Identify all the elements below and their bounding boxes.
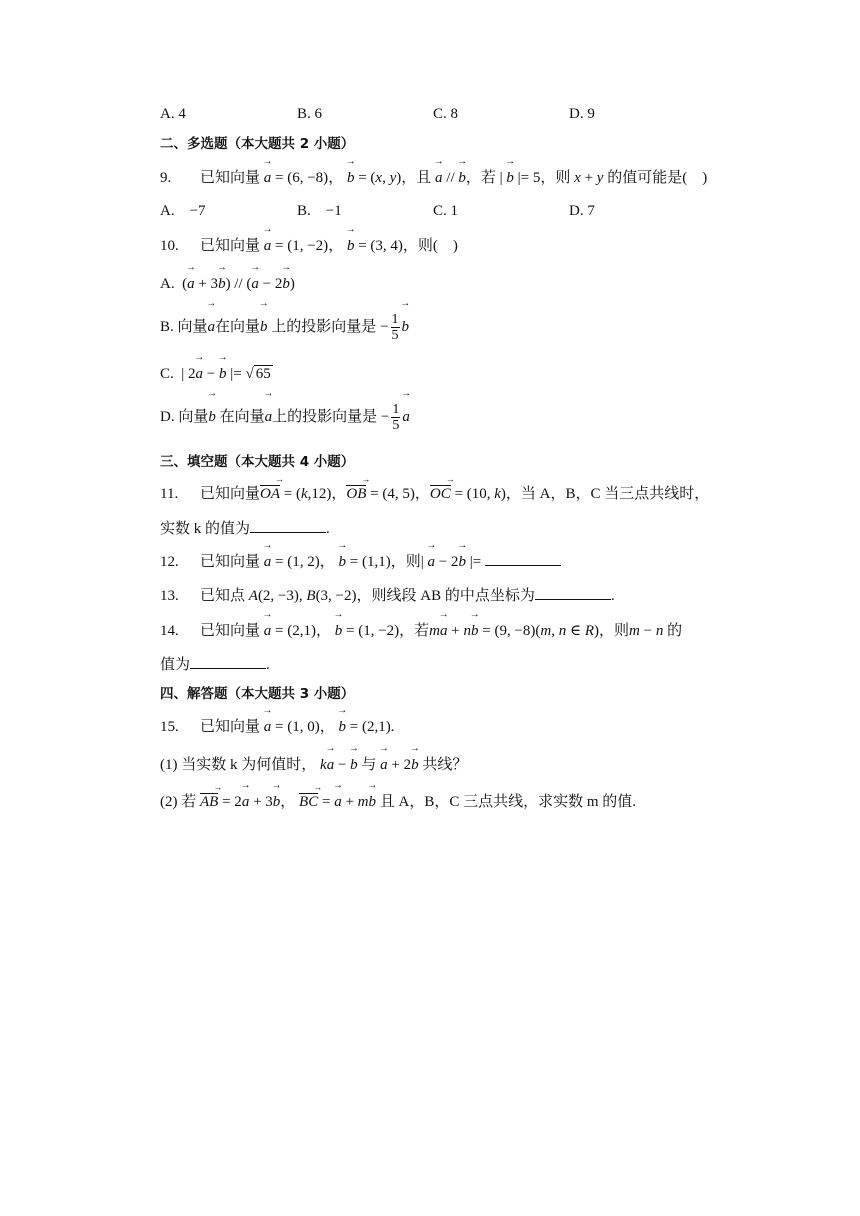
q15-text: ，: [319, 719, 335, 735]
q8-option-d: D. 9: [569, 106, 595, 122]
q15-text: 已知向量: [200, 719, 261, 735]
question-number: 11.: [160, 486, 179, 502]
section-heading-fill-in: 三、填空题（本大题共 4 小题）: [160, 454, 355, 470]
q13-text: ，则线段 AB 的中点坐标为: [356, 588, 535, 604]
q11-text: ，: [331, 486, 347, 502]
q10-text: 上的投影向量是: [271, 319, 377, 335]
part-label: (1): [160, 757, 178, 773]
question-11-cont: [160, 518, 330, 539]
option-label: D.: [160, 409, 175, 425]
option-label: B.: [160, 319, 174, 335]
q15-text: 若: [181, 794, 197, 810]
q10-option-c: C. | 2→ a − → b |= √ 65: [160, 364, 273, 384]
q10-text: 已知向量: [200, 238, 261, 254]
q10-text: 在向量: [219, 409, 265, 425]
question-15-part-1: (1) 当实数 k 为何值时， k→ a − → b 与 → a + 2→ b 共线？: [160, 755, 467, 775]
question-number: 14.: [160, 623, 179, 639]
question-10: 10. 已知向量 → a = (1, −2)， → b = (3, 4)，则( ): [160, 236, 458, 256]
q10-option-b: B. 向量→ a在向量→ b 上的投影向量是 − $\frac{1}{5}$ → b: [160, 310, 409, 344]
q9-text: ，且: [401, 170, 432, 186]
section-heading-multiple-choice: 二、多选题（本大题共 2 小题）: [160, 136, 355, 152]
q12-text: 已知向量: [200, 554, 261, 570]
q13-text: .: [610, 588, 615, 604]
q11-text: 已知向量: [200, 486, 261, 502]
q9-option-d: D. 7: [569, 203, 595, 219]
sqrt-radicand: 65: [255, 366, 271, 382]
q10-text: 向量: [177, 319, 208, 335]
q8-option-a: A. 4: [160, 106, 186, 122]
question-9: 9. 已知向量 → a = (6, −8)， → b = (x, y)，且 → a // → b，若 | → b |= 5，则 x + y 的值可能是( ): [160, 168, 707, 188]
q11-text: ，: [414, 486, 430, 502]
fraction: $\frac{1}{5}$: [392, 402, 400, 434]
q15-text: 共线？: [422, 757, 468, 773]
answer-blank[interactable]: [535, 585, 611, 600]
question-number: 12.: [160, 554, 179, 570]
question-number: 10.: [160, 238, 179, 254]
q14-text: 的: [667, 623, 683, 639]
question-11: 11. 已知向量OA → = (k,12)，OB → = (4, 5)，OC → = (10, k)，当 A，B，C 当三点共线时，: [160, 484, 709, 504]
answer-blank[interactable]: [250, 518, 326, 533]
q9-text: 已知向量: [200, 170, 261, 186]
question-number: 13.: [160, 588, 179, 604]
q13-text: 已知点: [200, 588, 246, 604]
answer-blank[interactable]: [485, 551, 561, 566]
question-number: 9.: [160, 170, 172, 186]
q12-text: ，: [319, 554, 335, 570]
q15-text: 当实数 k 为何值时，: [181, 757, 317, 773]
q8-option-b: B. 6: [297, 106, 323, 122]
q14-text: .: [266, 657, 270, 673]
q15-text: 与: [361, 757, 377, 773]
q10-text: ，则( ): [402, 238, 458, 254]
q10-text: 向量: [178, 409, 209, 425]
q15-text: 且 A，B，C 三点共线，求实数 m 的值.: [379, 794, 637, 810]
q10-option-d: D. 向量→ b 在向量→ a上的投影向量是 − $\frac{1}{5}$ → a: [160, 400, 410, 434]
q9-option-b: B. −1: [297, 203, 342, 219]
question-12: 12. 已知向量 → a = (1, 2)， → b = (1,1)，则| → a − 2→ b |=: [160, 551, 561, 572]
question-13: 13. 已知点 A(2, −3), B(3, −2)，则线段 AB 的中点坐标为 .: [160, 585, 615, 606]
q8-option-c: C. 8: [433, 106, 459, 122]
q9-text: ，若: [465, 170, 496, 186]
q11-text: 实数 k 的值为: [160, 521, 251, 537]
q9-option-c: C. 1: [433, 203, 459, 219]
option-label: A.: [160, 276, 175, 292]
question-number: 15.: [160, 719, 179, 735]
q9-text: ，则: [540, 170, 571, 186]
q11-text: ，当 A，B，C 当三点共线时，: [505, 486, 710, 502]
q14-text: ，若: [399, 623, 430, 639]
option-label: C.: [160, 366, 174, 382]
question-14: 14. 已知向量 → a = (2,1)， → b = (1, −2)，若m→ a + n→ b = (9, −8)(m, n ∈ R)，则m − n 的: [160, 621, 682, 641]
q9-text: ，: [328, 170, 344, 186]
question-14-cont: [160, 654, 270, 675]
q11-text: .: [326, 521, 330, 537]
q14-text: 值为: [160, 657, 191, 673]
fraction: $\frac{1}{5}$: [391, 312, 399, 344]
question-15: 15. 已知向量 → a = (1, 0)， → b = (2,1).: [160, 717, 394, 737]
q14-text: 已知向量: [200, 623, 261, 639]
q10-text: 在向量: [215, 319, 261, 335]
q10-option-a: A. (→ a + 3→ b) // (→ a − 2→ b): [160, 274, 295, 294]
question-15-part-2: (2) 若 AB → = 2→ a + 3→ b， BC → = → a + m→ b 且 A，B，C 三点共线，求实数 m 的值.: [160, 792, 636, 812]
answer-blank[interactable]: [190, 654, 266, 669]
q14-text: ，: [315, 623, 331, 639]
part-label: (2): [160, 794, 178, 810]
q10-text: ，: [328, 238, 344, 254]
q14-text: ，则: [599, 623, 630, 639]
q15-text: ，: [280, 794, 296, 810]
q12-text: ，则: [390, 554, 421, 570]
q10-text: 上的投影向量是: [272, 409, 378, 425]
q9-option-a: A. −7: [160, 203, 206, 219]
q9-text: 的值可能是( ): [607, 170, 708, 186]
section-heading-solution: 四、解答题（本大题共 3 小题）: [160, 686, 355, 702]
